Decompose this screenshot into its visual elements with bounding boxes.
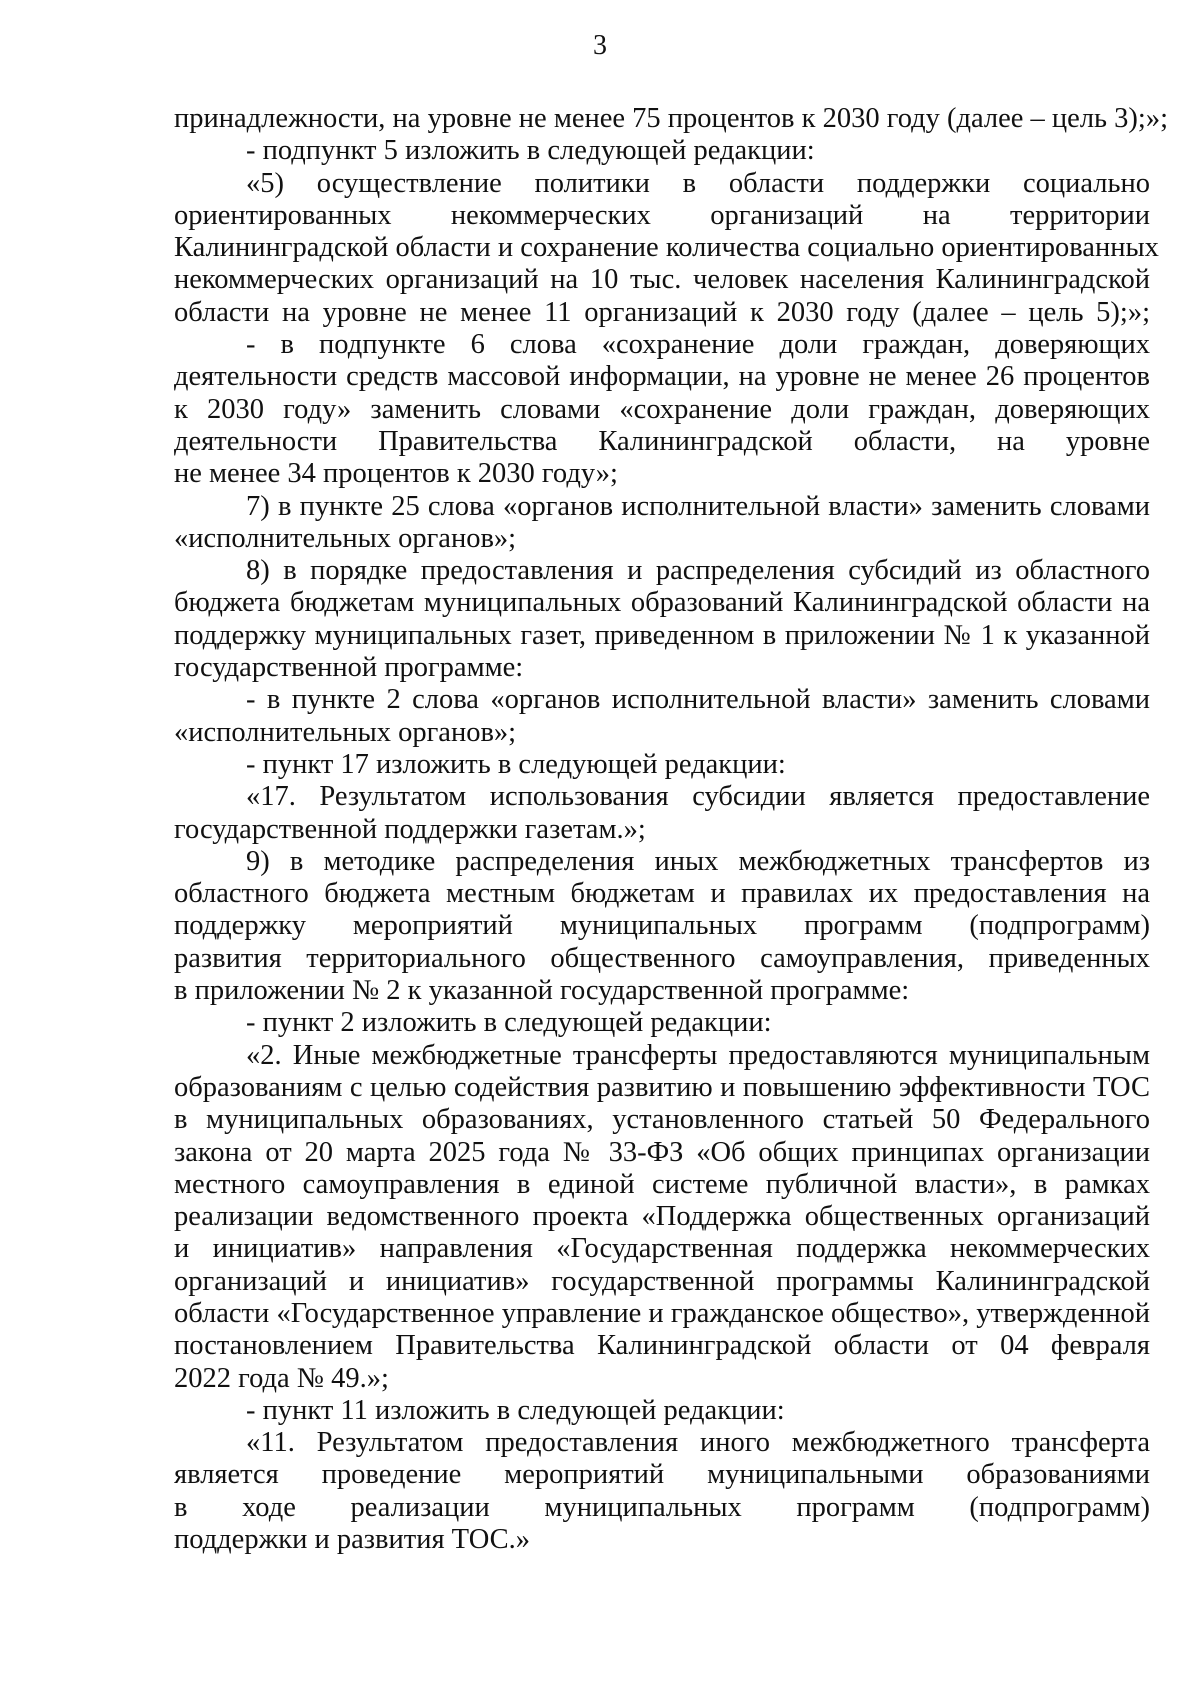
- text-line: 7) в пункте 25 слова «органов исполнительной власти» заменить словами: [246, 490, 1150, 522]
- text-line: - в подпункте 6 слова «сохранение доли граждан, доверяющих: [246, 329, 1150, 361]
- text-line: «исполнительных органов»;: [174, 522, 517, 554]
- text-line: - пункт 11 изложить в следующей редакции:: [246, 1394, 785, 1426]
- text-line: в ходе реализации муниципальных программ (подпрограмм): [174, 1491, 1150, 1523]
- text-line: некоммерческих организаций на 10 тыс. человек населения Калининградской: [174, 264, 1150, 296]
- text-line: закона от 20 марта 2025 года № 33-ФЗ «Об общих принципах организации: [174, 1136, 1150, 1168]
- text-line: «11. Результатом предоставления иного межбюджетного трансферта: [246, 1427, 1150, 1459]
- text-line: является проведение мероприятий муниципальными образованиями: [174, 1459, 1150, 1491]
- text-line: - в пункте 2 слова «органов исполнительной власти» заменить словами: [246, 684, 1150, 716]
- text-line: «5) осуществление политики в области поддержки социально: [246, 167, 1150, 199]
- text-line: образованиям с целью содействия развитию и повышению эффективности ТОС: [174, 1071, 1150, 1103]
- text-line: области на уровне не менее 11 организаций к 2030 году (далее – цель 5);»;: [174, 296, 1150, 328]
- text-line: и инициатив» направления «Государственная поддержка некоммерческих: [174, 1233, 1150, 1265]
- text-line: «исполнительных органов»;: [174, 716, 517, 748]
- text-line: в приложении № 2 к указанной государственной программе:: [174, 975, 910, 1007]
- text-line: Калининградской области и сохранение количества социально ориентированных: [174, 232, 1159, 264]
- text-line: поддержки и развития ТОС.»: [174, 1524, 531, 1556]
- text-line: 2022 года № 49.»;: [174, 1362, 389, 1394]
- text-line: «2. Иные межбюджетные трансферты предоставляются муниципальным: [246, 1039, 1150, 1071]
- text-line: организаций и инициатив» государственной программы Калининградской: [174, 1265, 1150, 1297]
- text-line: деятельности Правительства Калининградской области, на уровне: [174, 425, 1150, 457]
- text-line: принадлежности, на уровне не менее 75 процентов к 2030 году (далее – цель 3);»;: [174, 103, 1168, 134]
- text-line: поддержку мероприятий муниципальных программ (подпрограмм): [174, 910, 1150, 942]
- text-line: области «Государственное управление и гражданское общество», утвержденной: [174, 1297, 1150, 1329]
- text-line: не менее 34 процентов к 2030 году»;: [174, 458, 618, 490]
- page-number: 3: [593, 30, 607, 61]
- text-line: местного самоуправления в единой системе публичной власти», в рамках: [174, 1168, 1150, 1200]
- text-line: постановлением Правительства Калининградской области от 04 февраля: [174, 1330, 1150, 1362]
- text-line: деятельности средств массовой информации, на уровне не менее 26 процентов: [174, 361, 1150, 393]
- text-line: бюджета бюджетам муниципальных образований Калининградской области на: [174, 587, 1150, 619]
- text-line: к 2030 году» заменить словами «сохранение доли граждан, доверяющих: [174, 393, 1150, 425]
- text-line: поддержку муниципальных газет, приведенном в приложении № 1 к указанной: [174, 619, 1150, 651]
- text-line: «17. Результатом использования субсидии является предоставление: [246, 781, 1150, 813]
- text-line: - подпункт 5 изложить в следующей редакции:: [246, 135, 815, 167]
- document-body: [174, 103, 1168, 1556]
- text-line: в муниципальных образованиях, установленного статьей 50 Федерального: [174, 1104, 1150, 1136]
- text-line: областного бюджета местным бюджетам и правилах их предоставления на: [174, 878, 1150, 910]
- text-line: - пункт 17 изложить в следующей редакции:: [246, 748, 786, 780]
- text-line: государственной поддержки газетам.»;: [174, 813, 646, 845]
- text-line: 9) в методике распределения иных межбюджетных трансфертов из: [246, 845, 1150, 877]
- text-line: ориентированных некоммерческих организаций на территории: [174, 199, 1150, 231]
- text-line: - пункт 2 изложить в следующей редакции:: [246, 1007, 772, 1039]
- text-line: 8) в порядке предоставления и распределения субсидий из областного: [246, 555, 1150, 587]
- text-line: реализации ведомственного проекта «Поддержка общественных организаций: [174, 1201, 1150, 1233]
- text-line: развития территориального общественного самоуправления, приведенных: [174, 942, 1150, 974]
- text-line: государственной программе:: [174, 652, 524, 684]
